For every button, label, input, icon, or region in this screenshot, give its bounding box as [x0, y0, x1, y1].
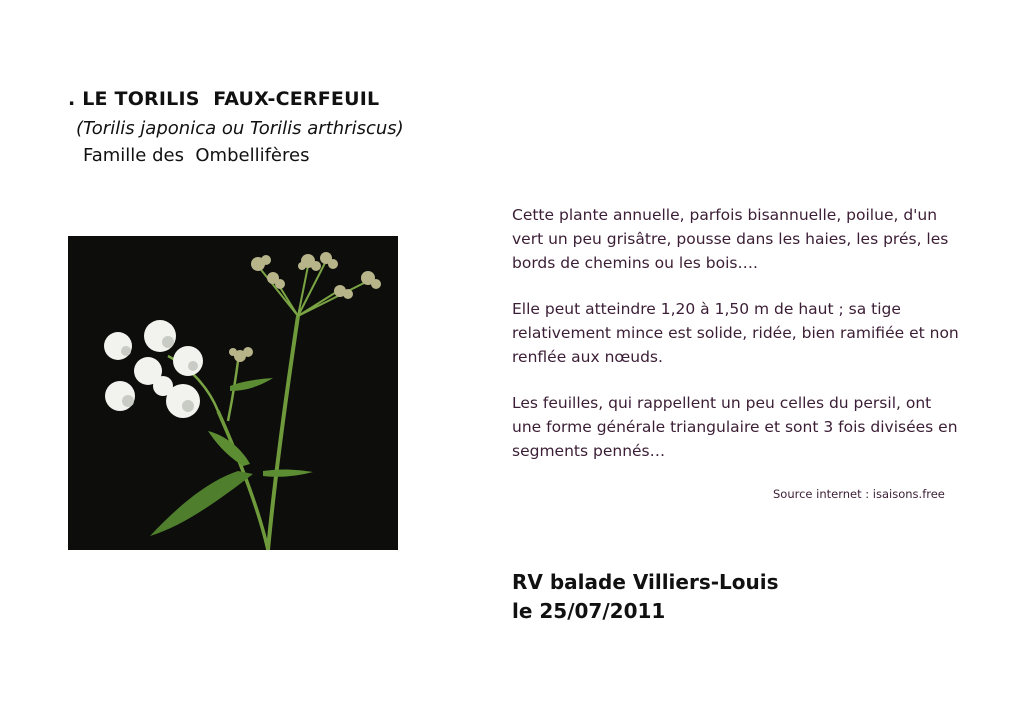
torilis-plant-illustration: [68, 236, 398, 550]
event-info: [512, 568, 779, 626]
description-paragraph-2: Elle peut atteindre 1,20 à 1,50 m de haut ; sa tige relativement mince est solide, ridée, bien ramifiée et non renflée aux nœuds.: [512, 300, 959, 366]
description-paragraph-3: Les feuilles, qui rappellent un peu celles du persil, ont une forme générale triangulaire et sont 3 fois divisées en segments pennés…: [512, 394, 958, 460]
page-title: . LE TORILIS FAUX-CERFEUIL: [68, 88, 380, 110]
latin-name: (Torilis japonica ou Torilis arthriscus): [76, 118, 404, 139]
source-credit: Source internet : isaisons.free: [773, 487, 945, 501]
plant-photo: [68, 236, 398, 550]
event-date: le 25/07/2011: [512, 599, 666, 623]
plant-family: Famille des Ombellifères: [83, 145, 310, 166]
event-title: RV balade Villiers-Louis: [512, 570, 779, 594]
description-paragraph-1: Cette plante annuelle, parfois bisannuelle, poilue, d'un vert un peu grisâtre, pousse dans les haies, les prés, les bords de chemins ou les bois….: [512, 206, 949, 272]
plant-description: [512, 203, 962, 485]
